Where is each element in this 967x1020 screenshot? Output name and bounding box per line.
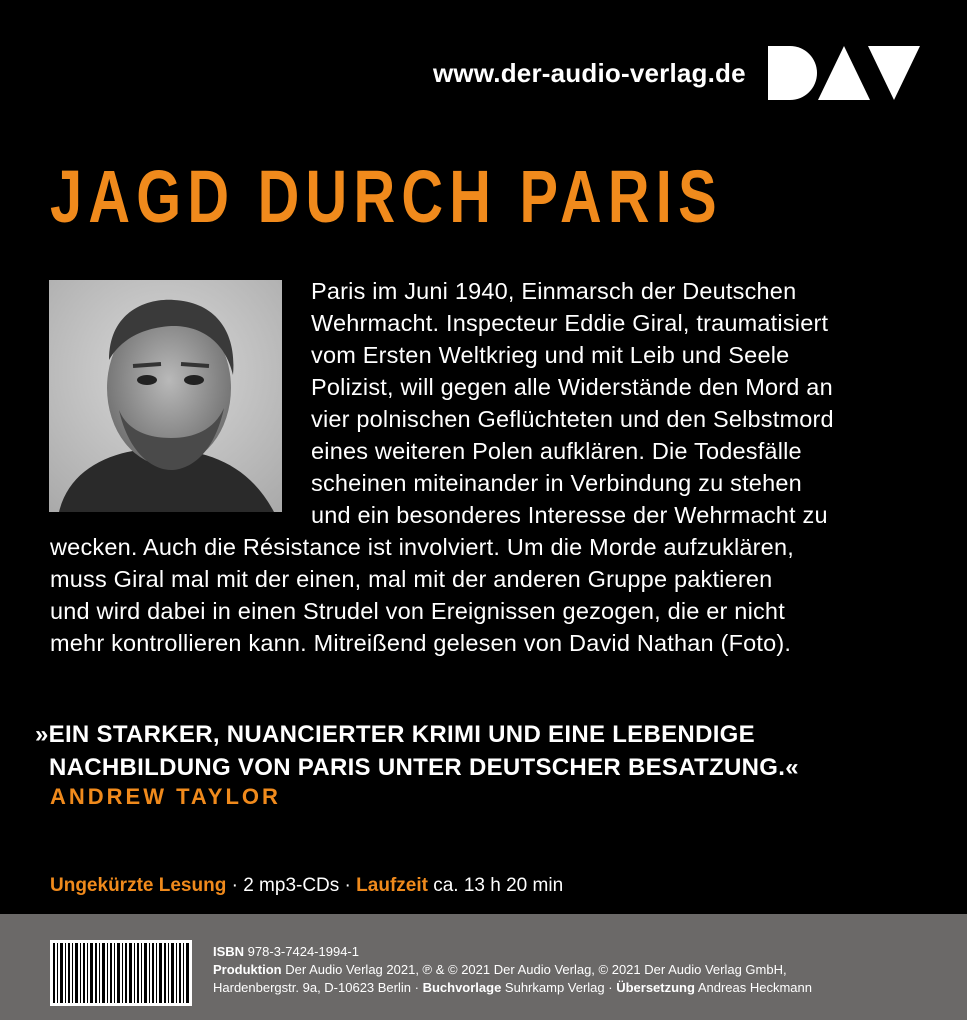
synopsis-line: vom Ersten Weltkrieg und mit Leib und Seele (311, 342, 790, 368)
separator: · (226, 875, 244, 896)
synopsis-line: und ein besonderes Interesse der Wehrmacht zu (311, 502, 828, 528)
address: Hardenbergstr. 9a, D-10623 Berlin · (213, 980, 423, 995)
narrator-portrait-photo (49, 280, 282, 512)
isbn-label: ISBN (213, 944, 245, 959)
edition-label: Ungekürzte Lesung (50, 875, 227, 896)
address-line (213, 979, 812, 997)
format-value: 2 mp3-CDs (243, 875, 340, 896)
synopsis-line: Polizist, will gegen alle Widerstände den Mord an (311, 374, 833, 400)
synopsis-line: vier polnischen Geflüchteten und den Selbstmord (311, 406, 834, 432)
isbn-value: 978-3-7424-1994-1 (244, 944, 359, 959)
source-value: Suhrkamp Verlag · (501, 980, 617, 995)
separator: · (339, 875, 357, 896)
synopsis-line: und wird dabei in einen Strudel von Ereignissen gezogen, die er nicht (50, 598, 785, 624)
production-info (50, 875, 563, 897)
book-title: JAGD DURCH PARIS (50, 155, 723, 238)
synopsis-line: muss Giral mal mit der einen, mal mit der anderen Gruppe paktieren (50, 566, 773, 592)
footer-credits (213, 943, 812, 997)
translation-value: Andreas Heckmann (694, 980, 813, 995)
synopsis-line: Paris im Juni 1940, Einmarsch der Deutschen (311, 278, 797, 304)
footer-bar (0, 914, 967, 1020)
isbn-line (213, 943, 812, 961)
synopsis-line: Wehrmacht. Inspecteur Eddie Giral, traumatisiert (311, 310, 829, 336)
barcode-icon (50, 940, 192, 1006)
synopsis-line: eines weiteren Polen aufklären. Die Todesfälle (311, 438, 802, 464)
source-label: Buchvorlage (422, 980, 502, 995)
synopsis-line: wecken. Auch die Résistance ist involviert. Um die Morde aufzuklären, (50, 534, 794, 560)
review-quote-line: »EIN STARKER, NUANCIERTER KRIMI UND EINE LEBENDIGE (35, 721, 755, 748)
runtime-value: ca. 13 h 20 min (427, 875, 564, 896)
synopsis-line: mehr kontrollieren kann. Mitreißend gelesen von David Nathan (Foto). (50, 630, 792, 656)
review-quote-line: NACHBILDUNG VON PARIS UNTER DEUTSCHER BESATZUNG.« (49, 754, 799, 781)
dav-logo (768, 46, 920, 100)
publisher-url[interactable]: www.der-audio-verlag.de (433, 58, 746, 88)
production-value: Der Audio Verlag 2021, ℗ & © 2021 Der Audio Verlag, © 2021 Der Audio Verlag GmbH, (281, 962, 787, 977)
review-quote-author: ANDREW TAYLOR (50, 784, 281, 809)
runtime-label: Laufzeit (356, 875, 428, 896)
synopsis-line: scheinen miteinander in Verbindung zu stehen (311, 470, 802, 496)
production-line (213, 961, 812, 979)
translation-label: Übersetzung (616, 980, 695, 995)
production-label: Produktion (213, 962, 282, 977)
review-quote (35, 718, 799, 784)
